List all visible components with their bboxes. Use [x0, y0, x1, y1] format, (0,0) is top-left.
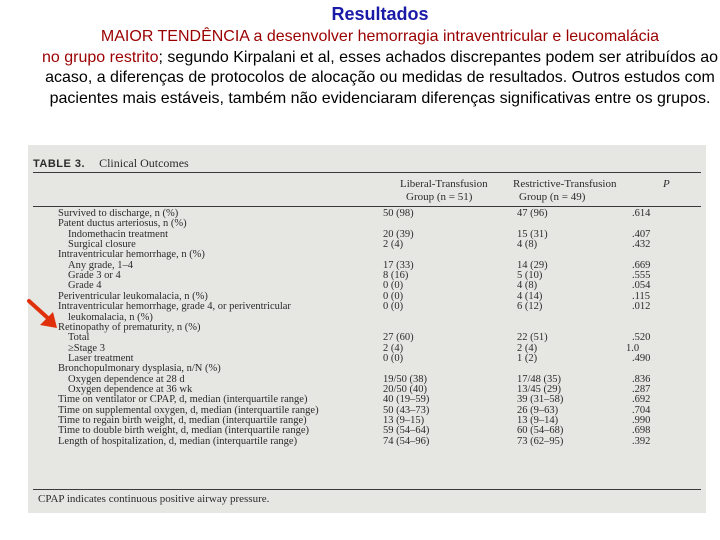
cell-p: .490	[632, 352, 651, 364]
table-heading	[33, 156, 189, 171]
cell-res: 26 (9–63)	[517, 404, 559, 416]
cell-label: Time to regain birth weight, d, median (interquartile range)	[58, 415, 307, 426]
col-header-liberal: Liberal-Transfusion Group (n = 51)	[400, 178, 488, 203]
red-arrow-icon	[26, 298, 60, 330]
cell-res: 4 (8)	[517, 280, 538, 292]
cell-res: 15 (31)	[517, 228, 548, 240]
cell-label: Time to double birth weight, d, median (interquartile range)	[58, 425, 309, 437]
table-row	[28, 271, 706, 282]
cell-p: .407	[632, 228, 651, 240]
cell-lib: 0 (0)	[383, 280, 404, 292]
cell-res: 6 (12)	[517, 301, 543, 313]
table-label: TABLE 3.	[33, 158, 86, 170]
cell-label: Indomethacin treatment	[68, 228, 169, 240]
cell-lib: 0 (0)	[383, 352, 404, 364]
cell-p: .432	[632, 239, 651, 251]
scanned-table	[28, 145, 706, 513]
cell-label: Total	[68, 332, 90, 344]
cell-label: Patent ductus arteriosus, n (%)	[58, 218, 187, 230]
cell-lib: 27 (60)	[383, 332, 414, 344]
cell-label: Oxygen dependence at 36 wk	[68, 383, 193, 395]
slide-title: Resultados	[331, 4, 429, 24]
cell-label: Any grade, 1–4	[68, 259, 134, 271]
cell-res: 22 (51)	[517, 332, 548, 344]
cell-lib: 8 (16)	[383, 270, 409, 282]
cell-lib: 50 (43–73)	[383, 404, 430, 416]
table-row	[28, 333, 706, 344]
cell-label: leukomalacia, n (%)	[68, 311, 153, 323]
cell-label: Periventricular leukomalacia, n (%)	[58, 290, 208, 302]
table-footnote: CPAP indicates continuous positive airway pressure.	[38, 493, 270, 505]
cell-res: 4 (14)	[517, 290, 543, 302]
cell-lib: 19/50 (38)	[383, 373, 428, 385]
cell-res: 1 (2)	[517, 352, 538, 364]
cell-label: ≥Stage 3	[68, 342, 105, 354]
slide-paragraph	[40, 27, 720, 109]
cell-p: .115	[632, 290, 650, 302]
cell-label: Grade 4	[68, 280, 102, 292]
cell-res: 5 (10)	[517, 270, 543, 282]
cell-label: Grade 3 or 4	[68, 270, 121, 282]
cell-p: 1.0	[626, 342, 640, 354]
cell-lib: 0 (0)	[383, 301, 404, 313]
table-rule-top	[33, 172, 701, 173]
cell-p: .669	[632, 259, 651, 271]
cell-res: 17/48 (35)	[517, 373, 562, 385]
col-header-p: P	[663, 178, 670, 190]
cell-p: .287	[632, 383, 651, 395]
cell-label: Surgical closure	[68, 239, 136, 251]
table-row	[28, 437, 706, 448]
cell-res: 14 (29)	[517, 259, 548, 271]
cell-label: Time on ventilator or CPAP, d, median (interquartile range)	[58, 394, 308, 406]
cell-p: .704	[632, 404, 651, 416]
cell-label: Oxygen dependence at 28 d	[68, 373, 185, 385]
cell-label: Survived to discharge, n (%)	[58, 208, 179, 219]
cell-res: 39 (31–58)	[517, 394, 564, 406]
cell-p: .555	[632, 270, 651, 282]
cell-res: 13 (9–14)	[517, 415, 559, 426]
cell-p: .054	[632, 280, 651, 292]
table-rule-bottom	[33, 489, 701, 490]
cell-lib: 13 (9–15)	[383, 415, 425, 426]
cell-p: .012	[632, 301, 651, 313]
cell-label: Intraventricular hemorrhage, n (%)	[58, 249, 205, 261]
cell-p: .520	[632, 332, 651, 344]
col-header-restrictive: Restrictive-Transfusion Group (n = 49)	[513, 178, 617, 203]
cell-res: 60 (54–68)	[517, 425, 564, 437]
cell-p: .836	[632, 373, 651, 385]
cell-lib: 2 (4)	[383, 342, 404, 354]
cell-lib: 74 (54–96)	[383, 435, 430, 447]
highlight-text-1: MAIOR TENDÊNCIA a desenvolver hemorragia intraventricular e leucomalácia	[100, 28, 660, 45]
cell-p: .990	[632, 415, 651, 426]
cell-p: .698	[632, 425, 651, 437]
cell-label: Laser treatment	[68, 352, 134, 364]
cell-lib: 20 (39)	[383, 228, 414, 240]
cell-lib: 0 (0)	[383, 290, 404, 302]
table-row	[28, 323, 706, 334]
cell-label: Intraventricular hemorrhage, grade 4, or periventricular	[58, 301, 291, 313]
cell-label: Length of hospitalization, d, median (interquartile range)	[58, 435, 298, 447]
cell-lib: 2 (4)	[383, 239, 404, 251]
cell-lib: 17 (33)	[383, 259, 414, 271]
cell-res: 73 (62–95)	[517, 435, 564, 447]
cell-lib: 40 (19–59)	[383, 394, 430, 406]
cell-p: .692	[632, 394, 651, 406]
paragraph-body: ; segundo Kirpalani et al, esses achados discrepantes podem ser atribuídos ao acaso, a diferenças de protocolos de alocação ou medidas de resultados. Outros estudos com pacientes mais estáveis, também não evidenciaram diferenças significativas entre os grupos.	[45, 48, 718, 107]
highlight-text-2: no grupo restrito	[42, 48, 159, 66]
cell-lib: 20/50 (40)	[383, 383, 428, 395]
cell-label: Retinopathy of prematurity, n (%)	[58, 321, 201, 333]
table-row	[28, 261, 706, 272]
cell-lib: 59 (54–64)	[383, 425, 430, 437]
table-rule-header	[33, 206, 701, 207]
table-caption: Clinical Outcomes	[99, 156, 189, 170]
cell-res: 13/45 (29)	[517, 383, 562, 395]
cell-res: 47 (96)	[517, 208, 548, 219]
cell-res: 2 (4)	[517, 342, 538, 354]
cell-p: .392	[632, 435, 651, 447]
cell-lib: 50 (98)	[383, 208, 414, 219]
cell-label: Time on supplemental oxygen, d, median (interquartile range)	[58, 404, 319, 416]
cell-res: 4 (8)	[517, 239, 538, 251]
cell-p: .614	[632, 208, 651, 219]
cell-label: Bronchopulmonary dysplasia, n/N (%)	[58, 363, 221, 375]
